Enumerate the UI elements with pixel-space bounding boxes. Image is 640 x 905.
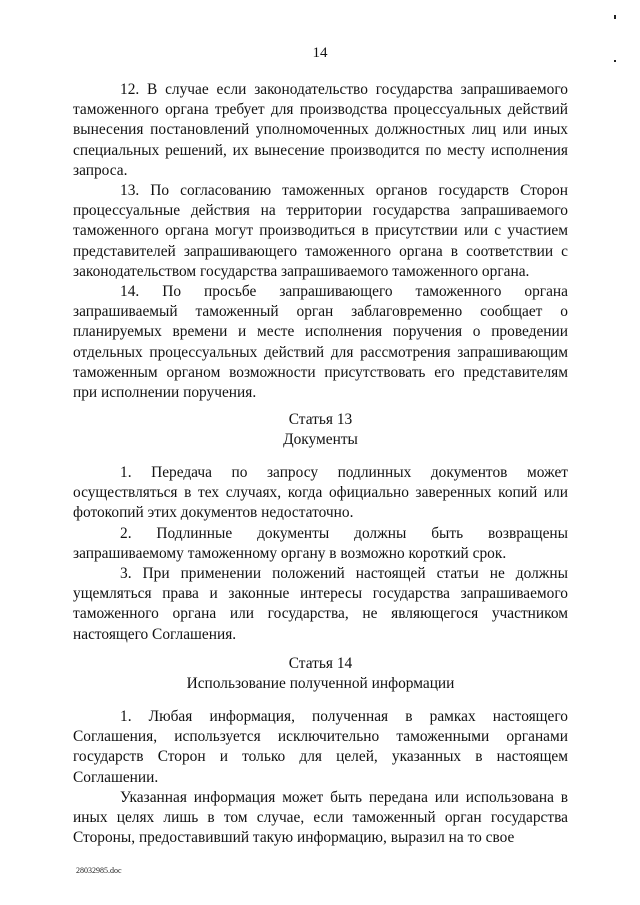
- article-14-body: [73, 707, 568, 848]
- article-14-paragraph-1: 1. Любая информация, полученная в рамках настоящего Соглашения, используется исключительно таможенными органами государств Сторон и только для целей, указанных в настоящем Соглашении.: [73, 708, 568, 786]
- article-13-paragraph-2: 2. Подлинные документы должны быть возвращены запрашиваемому таможенному органу в возможно короткий срок.: [73, 524, 568, 562]
- article-13-number: Статья 13: [288, 411, 353, 428]
- article-13-title: Документы: [283, 431, 358, 449]
- article-13-body: [73, 463, 568, 645]
- paragraph-13: 13. По согласованию таможенных органов государств Сторон процессуальные действия на территории государства запрашиваемого таможенного органа могут производиться в присутствии или с участием представителей запрашивающего таможенного органа в соответствии с законодательством государства запрашиваемого таможенного органа.: [73, 182, 568, 280]
- article-13-paragraph-1: 1. Передача по запросу подлинных документов может осуществляться в тех случаях, когда официально заверенных копий или фотокопий этих документов недостаточно.: [73, 464, 568, 522]
- article-14-number: Статья 14: [288, 655, 353, 672]
- paragraph-12: 12. В случае если законодательство государства запрашиваемого таможенного органа требует для производства процессуальных действий вынесения постановлений уполномоченных должностных лиц или иных специальных решений, их вынесение производится по месту исполнения запроса.: [73, 81, 568, 179]
- article-12-continued: [73, 80, 568, 403]
- article-14-paragraph-2: Указанная информация может быть передана или использована в иных целях лишь в том случае, если таможенный орган государства Стороны, предоставивший такую информацию, выразил на то свое: [73, 788, 568, 847]
- footer-filename: 28032985.doc: [76, 866, 122, 875]
- page-number: 14: [312, 45, 328, 61]
- article-14-heading: [73, 654, 568, 694]
- article-13-paragraph-3: 3. При применении положений настоящей статьи не должны ущемляться права и законные интересы государства запрашиваемого таможенного органа или государства, не являющегося участником настоящего Соглашения.: [73, 565, 568, 643]
- paragraph-14: 14. По просьбе запрашивающего таможенного органа запрашиваемый таможенный орган заблаговременно сообщает о планируемых времени и месте исполнения поручения о проведении отдельных процессуальных действий для рассмотрения запрашивающим таможенным органом возможности присутствовать его представителям при исполнении поручения.: [73, 283, 568, 402]
- article-14-title: Использование полученной информации: [186, 675, 455, 693]
- article-13-heading: [73, 410, 568, 450]
- scan-speck: [614, 15, 616, 19]
